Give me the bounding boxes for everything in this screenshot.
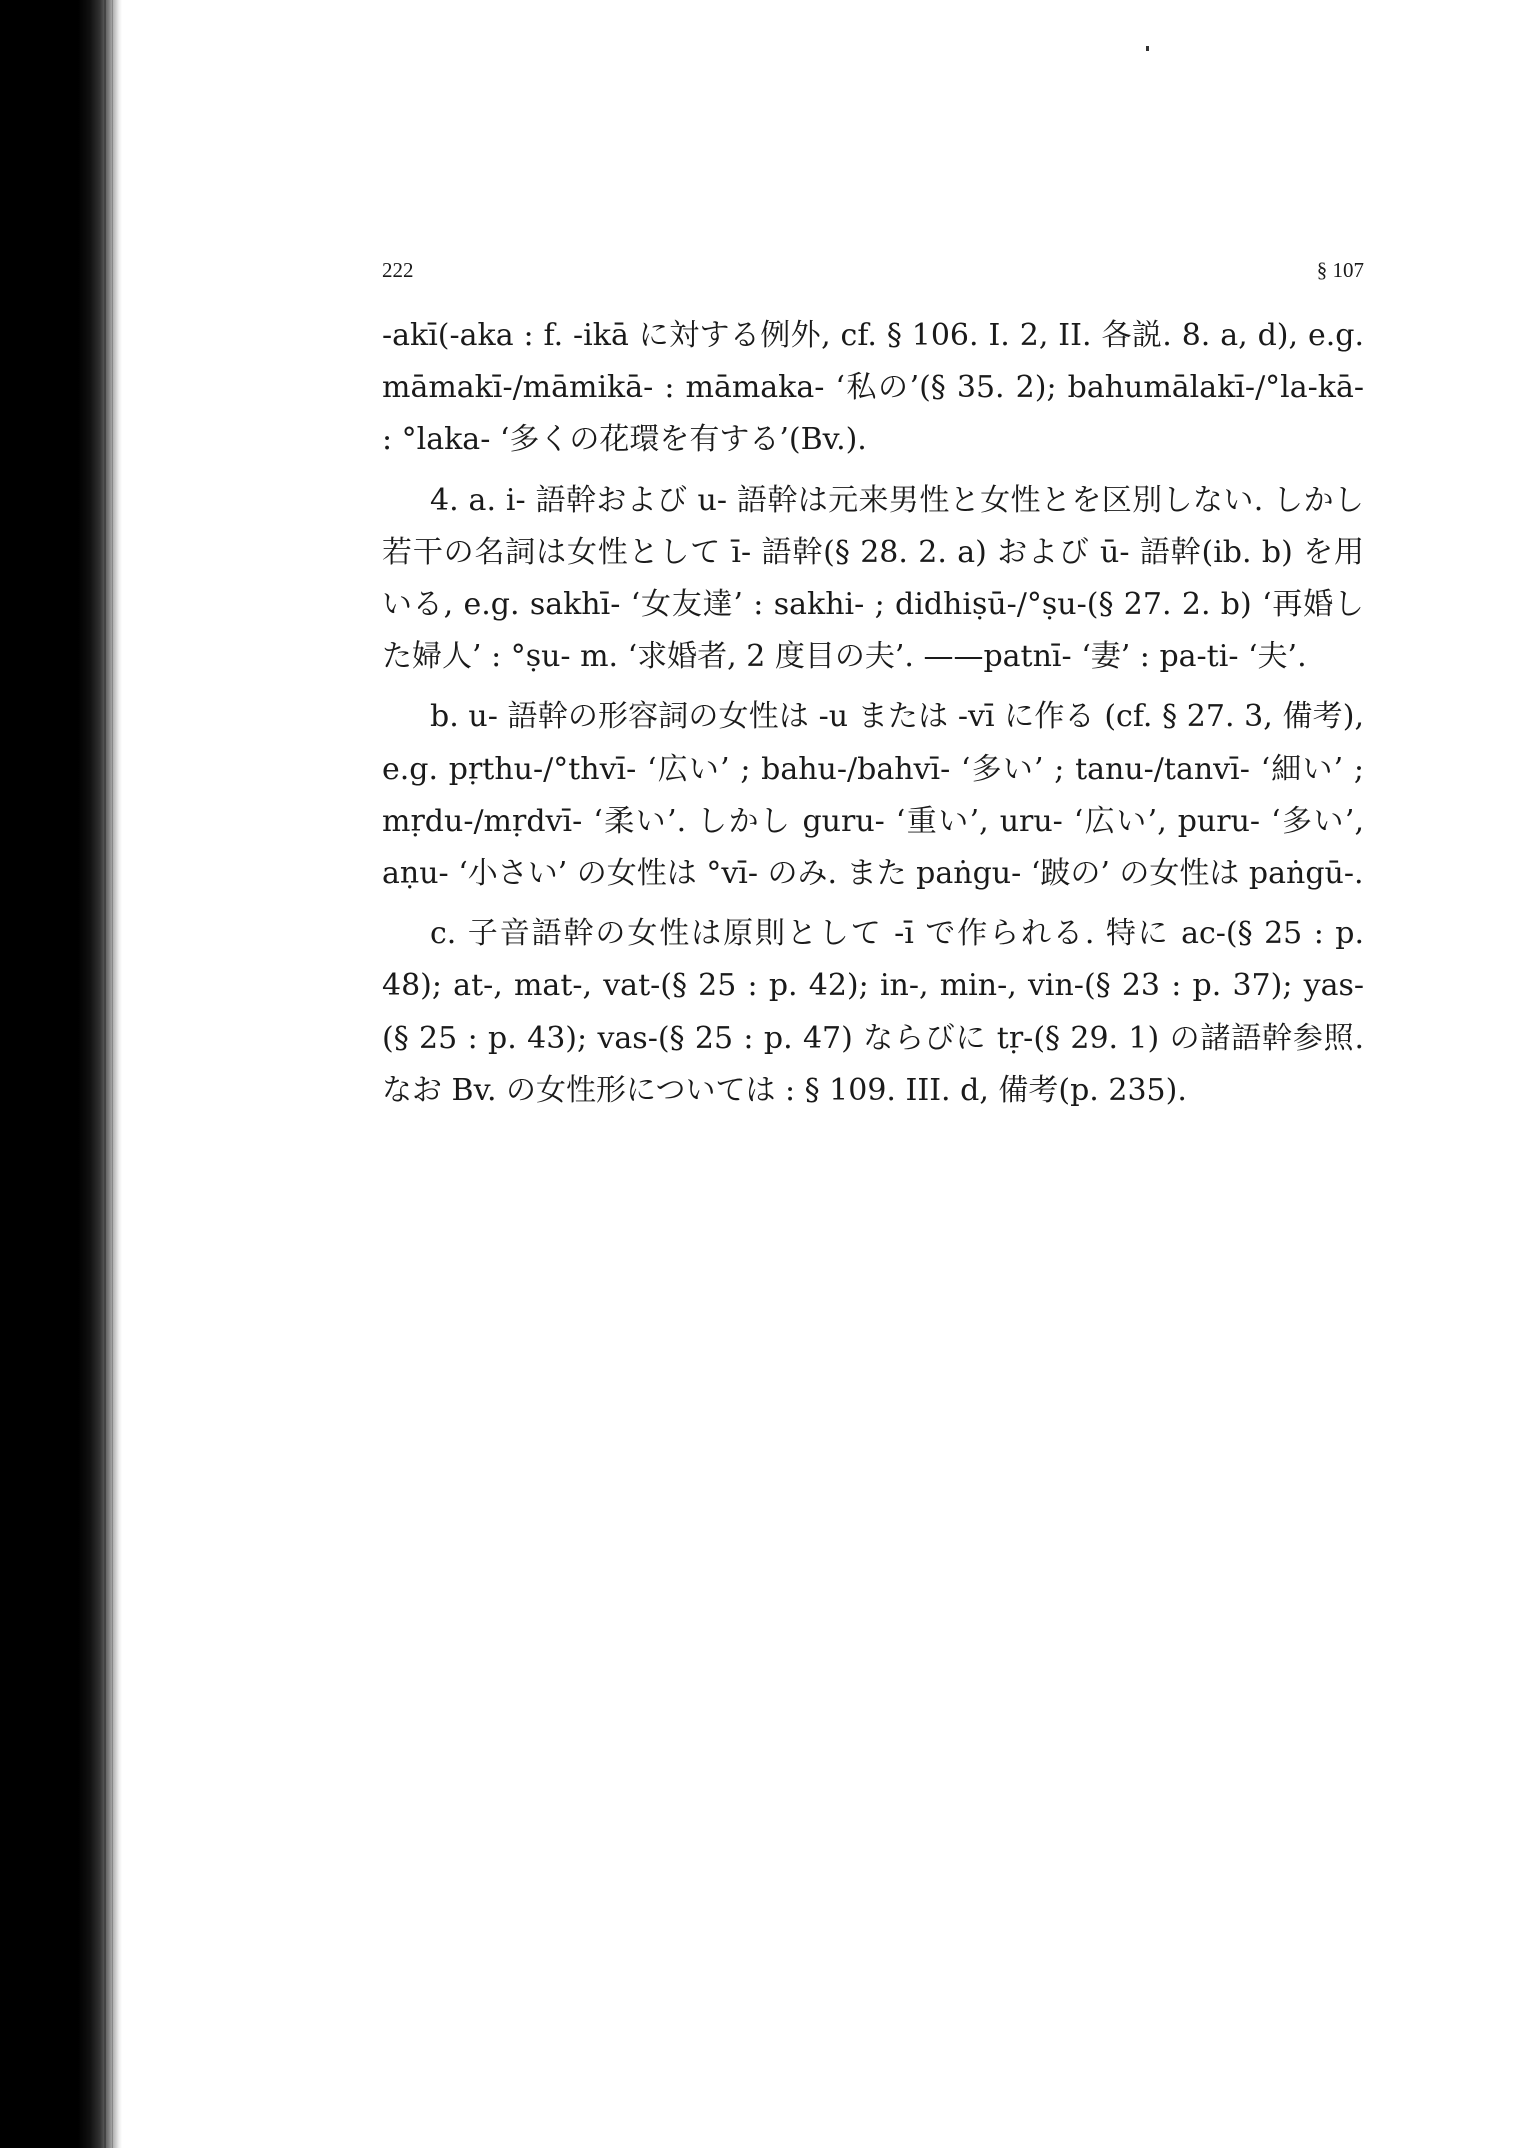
paragraph-continuation: -akī(-aka : f. -ikā に対する例外, cf. § 106. I. 2, II. 各説. 8. a, d), e.g. māmakī-/māmikā- : māmaka- ‘私の’(§ 35. 2); bahumālakī-/°la-kā- : °laka- ‘多くの花環を有する’(Bv.). xyxy=(382,318,1364,458)
section-reference: § 107 xyxy=(1316,258,1364,282)
scan-speck xyxy=(1146,46,1149,51)
paragraph-4b: b. u- 語幹の形容詞の女性は -u または -vī に作る (cf. § 27. 3, 備考), e.g. pṛthu-/°thvī- ‘広い’ ; bahu-/bahvī- ‘多い’ ; tanu-/tanvī- ‘細い’ ; mṛdu-/mṛdvī- ‘柔い’. しかし guru- ‘重い’, uru- ‘広い’, puru- ‘多い’, aṇu- ‘小さい’ の女性は °vī- のみ. また paṅgu- ‘跛の’ の女性は paṅgū-. xyxy=(382,699,1364,892)
binding-edge-line xyxy=(112,0,113,2148)
paragraph-4a: 4. a. i- 語幹および u- 語幹は元来男性と女性とを区別しない. しかし若干の名詞は女性として ī- 語幹(§ 28. 2. a) および ū- 語幹(ib. b) を用いる, e.g. sakhī- ‘女友達’ : sakhi- ; didhiṣū-/°ṣu-(§ 27. 2. b) ‘再婚した婦人’ : °ṣu- m. ‘求婚者, 2 度目の夫’. ——patnī- ‘妻’ : pa-ti- ‘夫’. xyxy=(382,482,1364,675)
paragraph-4c: c. 子音語幹の女性は原則として -ī で作られる. 特に ac-(§ 25 : p. 48); at-, mat-, vat-(§ 25 : p. 42); in-, min-, vin-(§ 23 : p. 37); yas-(§ 25 : p. 43); vas-(§ 25 : p. 47) ならびに tṛ-(§ 29. 1) の諸語幹参照. なお Bv. の女性形については : § 109. III. d, 備考(p. 235). xyxy=(382,916,1364,1108)
page-number: 222 xyxy=(382,258,414,282)
running-header xyxy=(382,258,1364,288)
body-text xyxy=(382,310,1364,1125)
binding-edge-line xyxy=(104,0,106,2148)
